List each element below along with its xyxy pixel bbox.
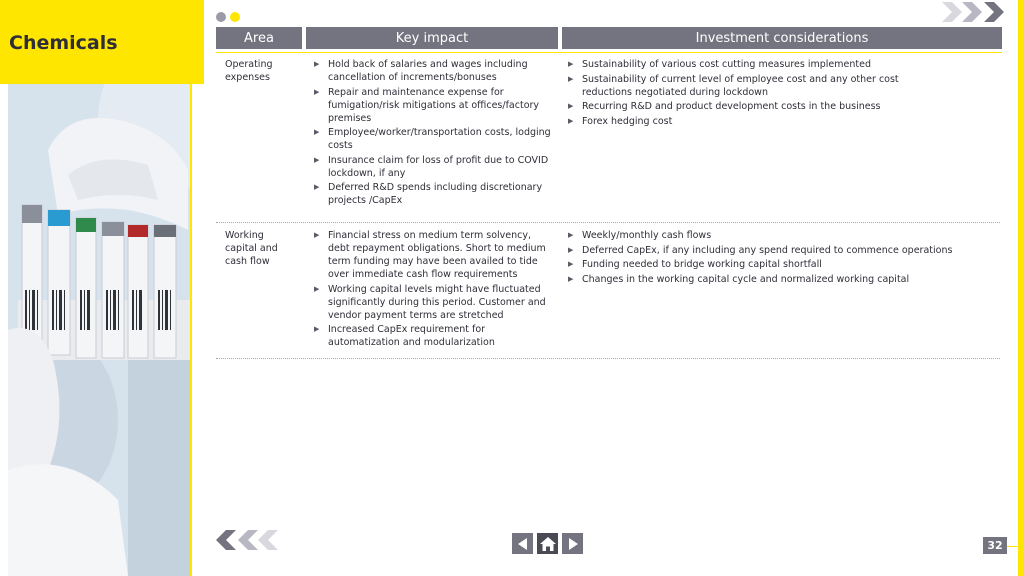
column-header-key-impact: Key impact	[306, 27, 558, 49]
area-label-line: Working	[225, 230, 264, 241]
list-item: ▶ Financial stress on medium term solvency, debt repayment obligations. Short to medium term funding may have been availed to tide over immediate cash flow requirements	[314, 229, 554, 281]
investment-list	[568, 229, 988, 287]
title-banner	[0, 0, 204, 84]
triangle-left-icon	[518, 538, 528, 550]
header-rule	[216, 52, 1002, 53]
impact-list	[314, 58, 554, 209]
column-header-investment-considerations: Investment considerations	[562, 27, 1002, 49]
left-margin	[0, 0, 8, 576]
lab-sample-tubes-illustration	[8, 0, 190, 576]
list-item: ▶ Recurring R&D and product development costs in the business	[568, 100, 988, 113]
area-label-line: capital and	[225, 243, 278, 254]
home-icon	[540, 537, 556, 551]
list-item: ▶ Forex hedging cost	[568, 115, 988, 128]
list-item: ▶ Deferred R&D spends including discretionary projects /CapEx	[314, 181, 554, 207]
list-item: ▶ Sustainability of current level of employee cost and any other cost reductions negotiated during lockdown	[568, 73, 938, 99]
list-item: ▶ Changes in the working capital cycle and normalized working capital	[568, 273, 988, 286]
list-item: ▶ Hold back of salaries and wages including cancellation of increments/bonuses	[314, 58, 554, 84]
area-label-line: cash flow	[225, 256, 270, 267]
list-item: ▶ Deferred CapEx, if any including any spend required to commence operations	[568, 244, 988, 257]
page-number-rule	[1007, 546, 1019, 547]
row-separator	[216, 358, 1000, 359]
page-title: Chemicals	[9, 32, 118, 54]
progress-dots	[216, 12, 240, 22]
impact-list	[314, 229, 554, 351]
area-label-line: expenses	[225, 72, 270, 83]
chevrons-right-icon	[942, 0, 1008, 24]
next-slide-button[interactable]	[562, 533, 583, 554]
list-item: ▶ Increased CapEx requirement for automatization and modularization	[314, 323, 554, 349]
page-number: 32	[983, 537, 1007, 554]
list-item: ▶ Weekly/monthly cash flows	[568, 229, 988, 242]
row-area-operating-expenses	[225, 58, 305, 84]
right-yellow-edge	[1018, 0, 1024, 576]
list-item: ▶ Working capital levels might have fluctuated significantly during this period. Customer and vendor payment terms are stretched	[314, 283, 554, 322]
area-label-line: Operating	[225, 59, 273, 70]
list-item: ▶ Funding needed to bridge working capital shortfall	[568, 258, 988, 271]
lab-photo	[8, 0, 190, 576]
home-button[interactable]	[537, 533, 558, 554]
previous-slide-button[interactable]	[512, 533, 533, 554]
investment-list	[568, 58, 988, 129]
dot-icon	[230, 12, 240, 22]
column-header-area: Area	[216, 27, 302, 49]
footer-navigation	[512, 533, 583, 554]
row-area-working-capital	[225, 229, 305, 268]
list-item: ▶ Insurance claim for loss of profit due to COVID lockdown, if any	[314, 154, 554, 180]
list-item: ▶ Repair and maintenance expense for fumigation/risk mitigations at offices/factory premises	[314, 86, 554, 125]
list-item: ▶ Employee/worker/transportation costs, lodging costs	[314, 126, 554, 152]
row-separator	[216, 222, 1000, 223]
triangle-right-icon	[568, 538, 578, 550]
yellow-divider	[190, 0, 192, 576]
list-item: ▶ Sustainability of various cost cutting measures implemented	[568, 58, 988, 71]
dot-icon	[216, 12, 226, 22]
chevrons-left-icon[interactable]	[216, 528, 282, 552]
